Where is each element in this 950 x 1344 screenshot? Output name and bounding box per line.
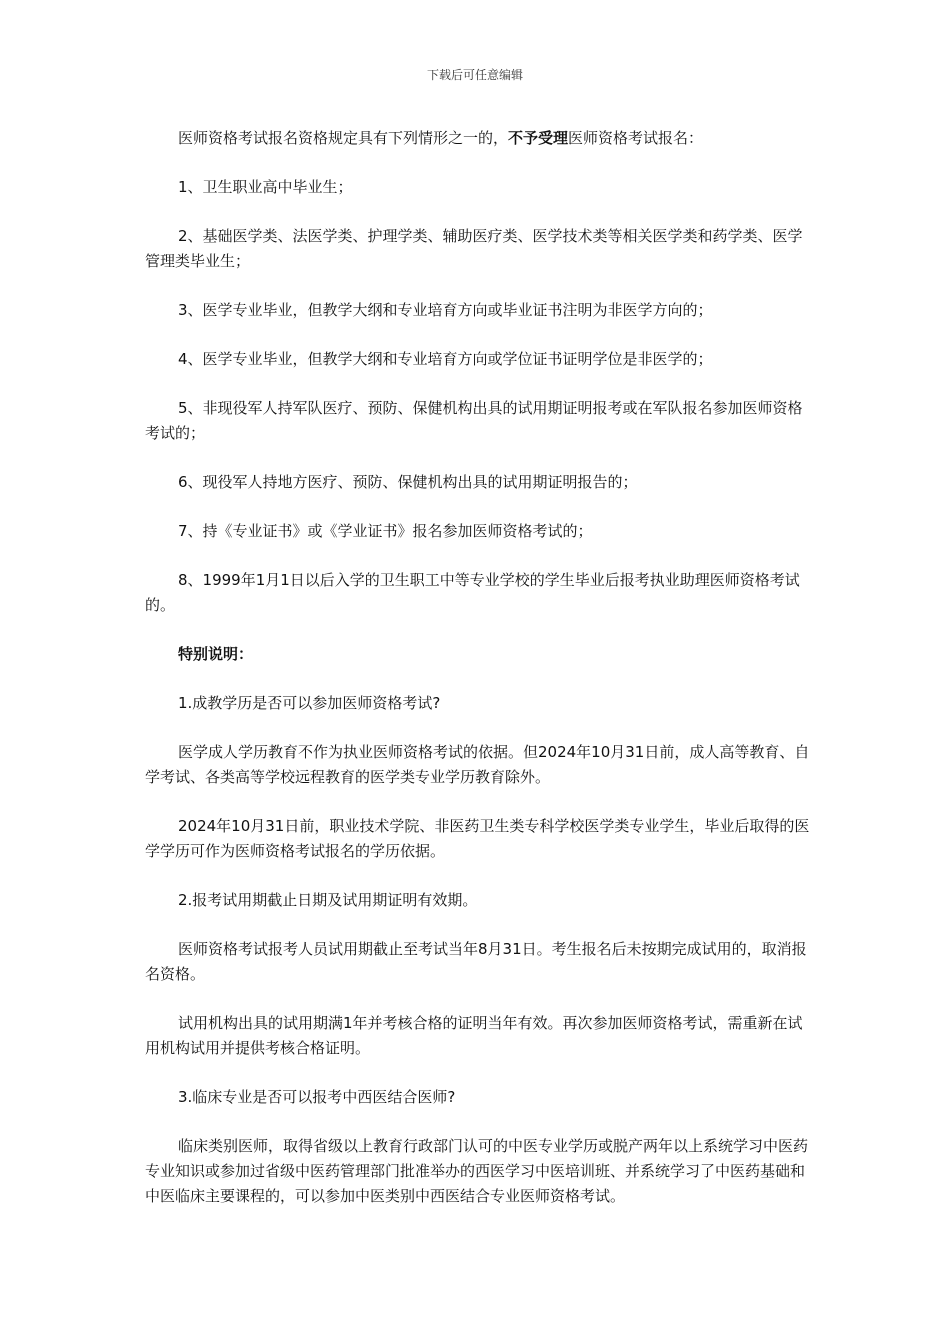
question-1: 1.成教学历是否可以参加医师资格考试? [178, 694, 441, 712]
list-item-5: 5、非现役军人持军队医疗、预防、保健机构出具的试用期证明报考或在军队报名参加医师资格考试的； [145, 399, 803, 442]
answer-1-paragraph-1: 医学成人学历教育不作为执业医师资格考试的依据。但2024年10月31日前，成人高等教育、自学考试、各类高等学校远程教育的医学类专业学历教育除外。 [145, 743, 810, 786]
list-item-1: 1、卫生职业高中毕业生； [178, 178, 353, 196]
list-item-7: 7、持《专业证书》或《学业证书》报名参加医师资格考试的； [178, 522, 593, 540]
document-body [145, 126, 810, 1233]
list-item-2: 2、基础医学类、法医学类、护理学类、辅助医疗类、医学技术类等相关医学类和药学类、医学管理类毕业生； [145, 227, 803, 270]
list-item-8: 8、1999年1月1日以后入学的卫生职工中等专业学校的学生毕业后报考执业助理医师资格考试的。 [145, 571, 800, 614]
answer-2-paragraph-2: 试用机构出具的试用期满1年并考核合格的证明当年有效。再次参加医师资格考试，需重新在试用机构试用并提供考核合格证明。 [145, 1014, 803, 1057]
page-header-note: 下载后可任意编辑 [426, 68, 523, 82]
answer-2-paragraph-1: 医师资格考试报考人员试用期截止至考试当年8月31日。考生报名后未按期完成试用的，取消报名资格。 [145, 940, 807, 983]
intro-emphasis: 不予受理 [508, 129, 569, 147]
intro-text-before: 医师资格考试报名资格规定具有下列情形之一的， [178, 129, 509, 147]
question-3: 3.临床专业是否可以报考中西医结合医师? [178, 1088, 456, 1106]
answer-1-paragraph-2: 2024年10月31日前，职业技术学院、非医药卫生类专科学校医学类专业学生，毕业后取得的医学学历可作为医师资格考试报名的学历依据。 [145, 817, 810, 860]
intro-text-after: 医师资格考试报名： [568, 129, 704, 147]
special-heading: 特别说明： [178, 645, 254, 663]
list-item-6: 6、现役军人持地方医疗、预防、保健机构出具的试用期证明报告的； [178, 473, 638, 491]
question-2: 2.报考试用期截止日期及试用期证明有效期。 [178, 891, 478, 909]
answer-3-paragraph-1: 临床类别医师，取得省级以上教育行政部门认可的中医专业学历或脱产两年以上系统学习中医药专业知识或参加过省级中医药管理部门批准举办的西医学习中医培训班、并系统学习了中医药基础和中医临床主要课程的，可以参加中医类别中西医结合专业医师资格考试。 [145, 1137, 809, 1205]
list-item-3: 3、医学专业毕业，但教学大纲和专业培育方向或毕业证书注明为非医学方向的； [178, 301, 713, 319]
list-item-4: 4、医学专业毕业，但教学大纲和专业培育方向或学位证书证明学位是非医学的； [178, 350, 713, 368]
intro-paragraph [145, 126, 810, 151]
